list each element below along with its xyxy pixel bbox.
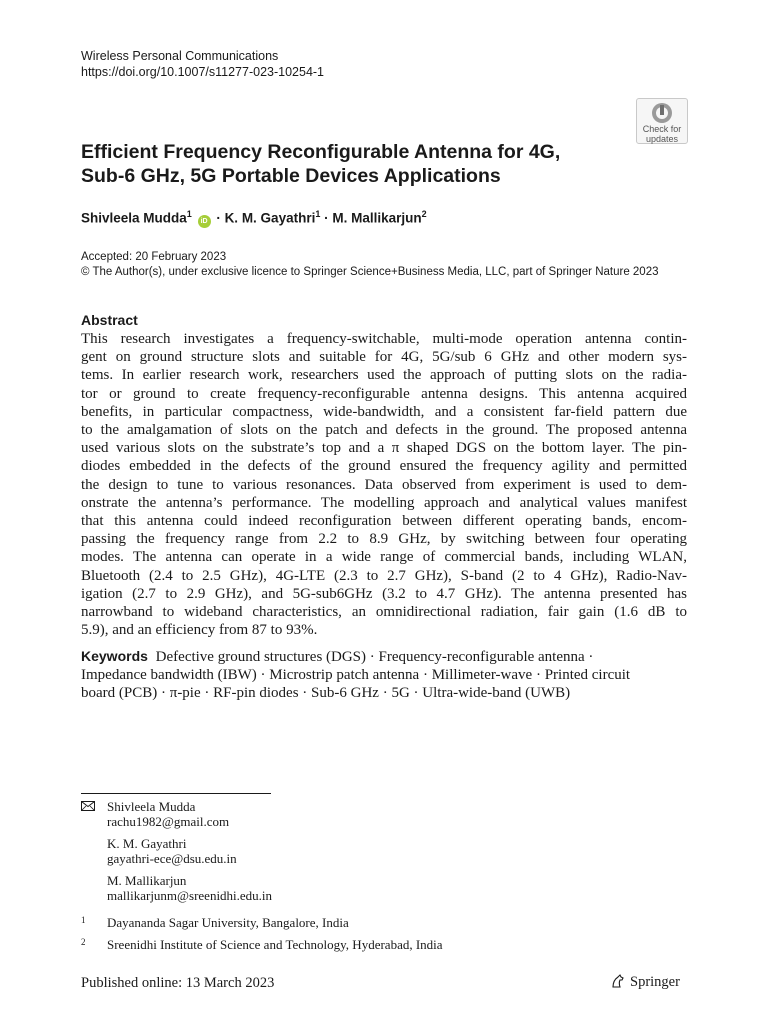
abstract-line: This research investigates a frequency-switchable, multi-mode operation antenna contin-	[81, 331, 687, 347]
author-affiliation-mark: 1	[186, 209, 192, 219]
affiliation-text: Dayananda Sagar University, Bangalore, India	[107, 915, 349, 930]
author-name: K. M. Gayathri	[224, 210, 316, 226]
abstract-body	[81, 330, 687, 639]
keywords-line: board (PCB) · π-pie · RF-pin diodes · Sub-6 GHz · 5G · Ultra-wide-band (UWB)	[81, 685, 571, 702]
abstract-line: onstrate the antenna’s performance. The modelling approach and analytical values manifest	[81, 494, 687, 511]
check-for-updates-badge[interactable]	[636, 98, 688, 144]
publisher-name: Springer	[630, 974, 680, 990]
abstract-line: modes. The antenna can operate in a wide range of commercial bands, including WLAN,	[81, 549, 687, 566]
affiliation-number: 2	[81, 937, 86, 947]
footnote-divider	[81, 793, 271, 794]
journal-header	[81, 48, 324, 80]
author-name: M. Mallikarjun	[332, 210, 422, 226]
orcid-icon[interactable]: iD	[198, 215, 211, 228]
abstract-heading: Abstract	[81, 312, 138, 328]
abstract-line: Bluetooth (2.4 to 2.5 GHz), 4G-LTE (2.3 to 2.7 GHz), S-band (2 to 4 GHz), Radio-Nav-	[81, 567, 687, 584]
abstract-line: used various slots on the substrate’s top and a π shaped DGS on the bottom layer. The pin-	[81, 440, 687, 457]
contact-entry	[107, 836, 272, 866]
contact-name: K. M. Gayathri	[107, 836, 187, 851]
abstract-line: that this antenna could indeed reconfiguration between different operating bands, encom-	[81, 513, 687, 530]
paper-title	[81, 140, 621, 188]
abstract-line: gent on ground structure slots and suitable for 4G, 5G/sub 6 GHz and other modern sys-	[81, 349, 687, 366]
abstract-line: tor or ground to create frequency-reconfigurable antenna designs. This antenna acquired	[81, 385, 687, 402]
abstract-line: to the amalgamation of slots on the patch and defects in the ground. The proposed antenna	[81, 422, 687, 439]
keywords-text: Defective ground structures (DGS) · Frequency-reconfigurable antenna ·	[155, 649, 594, 665]
contact-email[interactable]: gayathri-ece@dsu.edu.in	[107, 851, 237, 866]
crossmark-icon	[651, 102, 673, 124]
abstract-line: benefits, in particular compactness, wide-bandwidth, and a consistent far-field pattern due	[81, 403, 687, 420]
envelope-icon	[81, 801, 95, 811]
keywords-line	[81, 647, 687, 666]
abstract-line: narrowband to wideband characteristics, an omnidirectional radiation, fair gain (1.6 dB to	[81, 604, 687, 621]
title-line: Sub-6 GHz, 5G Portable Devices Applications	[81, 165, 501, 187]
author-affiliation-mark: 1	[315, 209, 321, 219]
doi-link[interactable]: https://doi.org/10.1007/s11277-023-10254-1	[81, 65, 325, 79]
abstract-line: diodes embedded in the defects of the ground ensured the frequency agility and permitted	[81, 458, 687, 475]
affiliation-number: 1	[81, 915, 86, 925]
keywords-line: Impedance bandwidth (IBW) · Microstrip patch antenna · Millimeter-wave · Printed circuit	[81, 667, 631, 684]
journal-name: Wireless Personal Communications	[81, 49, 279, 63]
author-list: Shivleela Mudda$^1$ iD · K. M. Gayathri$^1$ · M. Mallikarjun$^2$	[81, 209, 427, 226]
springer-horse-icon	[610, 973, 626, 989]
contact-entry	[107, 799, 272, 829]
contact-email[interactable]: rachu1982@gmail.com	[107, 814, 230, 829]
dates-block	[81, 250, 659, 280]
contact-name: M. Mallikarjun	[107, 873, 187, 888]
affiliation-text: Sreenidhi Institute of Science and Technology, Hyderabad, India	[107, 937, 443, 952]
badge-line-1: Check for	[642, 124, 682, 134]
abstract-line: tems. In earlier research work, researchers used the approach of putting slots on the radia-	[81, 367, 687, 384]
accepted-date: Accepted: 20 February 2023	[81, 251, 227, 263]
affiliation-entry	[81, 915, 349, 931]
author-affiliation-mark: 2	[421, 209, 427, 219]
copyright-line: © The Author(s), under exclusive licence to Springer Science+Business Media, LLC, part of Springer Nature 2023	[81, 266, 659, 278]
author-name: Shivleela Mudda	[81, 210, 187, 226]
corresponding-contacts	[107, 799, 272, 910]
keywords-block	[81, 647, 687, 703]
affiliation-entry	[81, 937, 443, 953]
contact-email[interactable]: mallikarjunm@sreenidhi.edu.in	[107, 888, 273, 903]
publisher-logo	[610, 973, 680, 991]
abstract-line: 5.9), and an efficiency from 87 to 93%.	[81, 622, 318, 639]
published-online-date: Published online: 13 March 2023	[81, 975, 275, 991]
contact-name: Shivleela Mudda	[107, 799, 196, 814]
keywords-label: Keywords	[81, 648, 148, 664]
abstract-line: the design to tune to various resonances. Data observed from experiment is used to dem-	[81, 476, 687, 493]
title-line: Efficient Frequency Reconfigurable Antenna for 4G,	[81, 141, 561, 163]
abstract-line: igation (2.7 to 2.9 GHz), and 5G-sub6GHz (3.2 to 4.7 GHz). The antenna presented has	[81, 585, 687, 602]
abstract-line: passing the frequency range from 2.2 to 8.9 GHz, by switching between four operating	[81, 531, 687, 548]
badge-line-2: updates	[645, 134, 679, 144]
contact-entry	[107, 873, 272, 903]
